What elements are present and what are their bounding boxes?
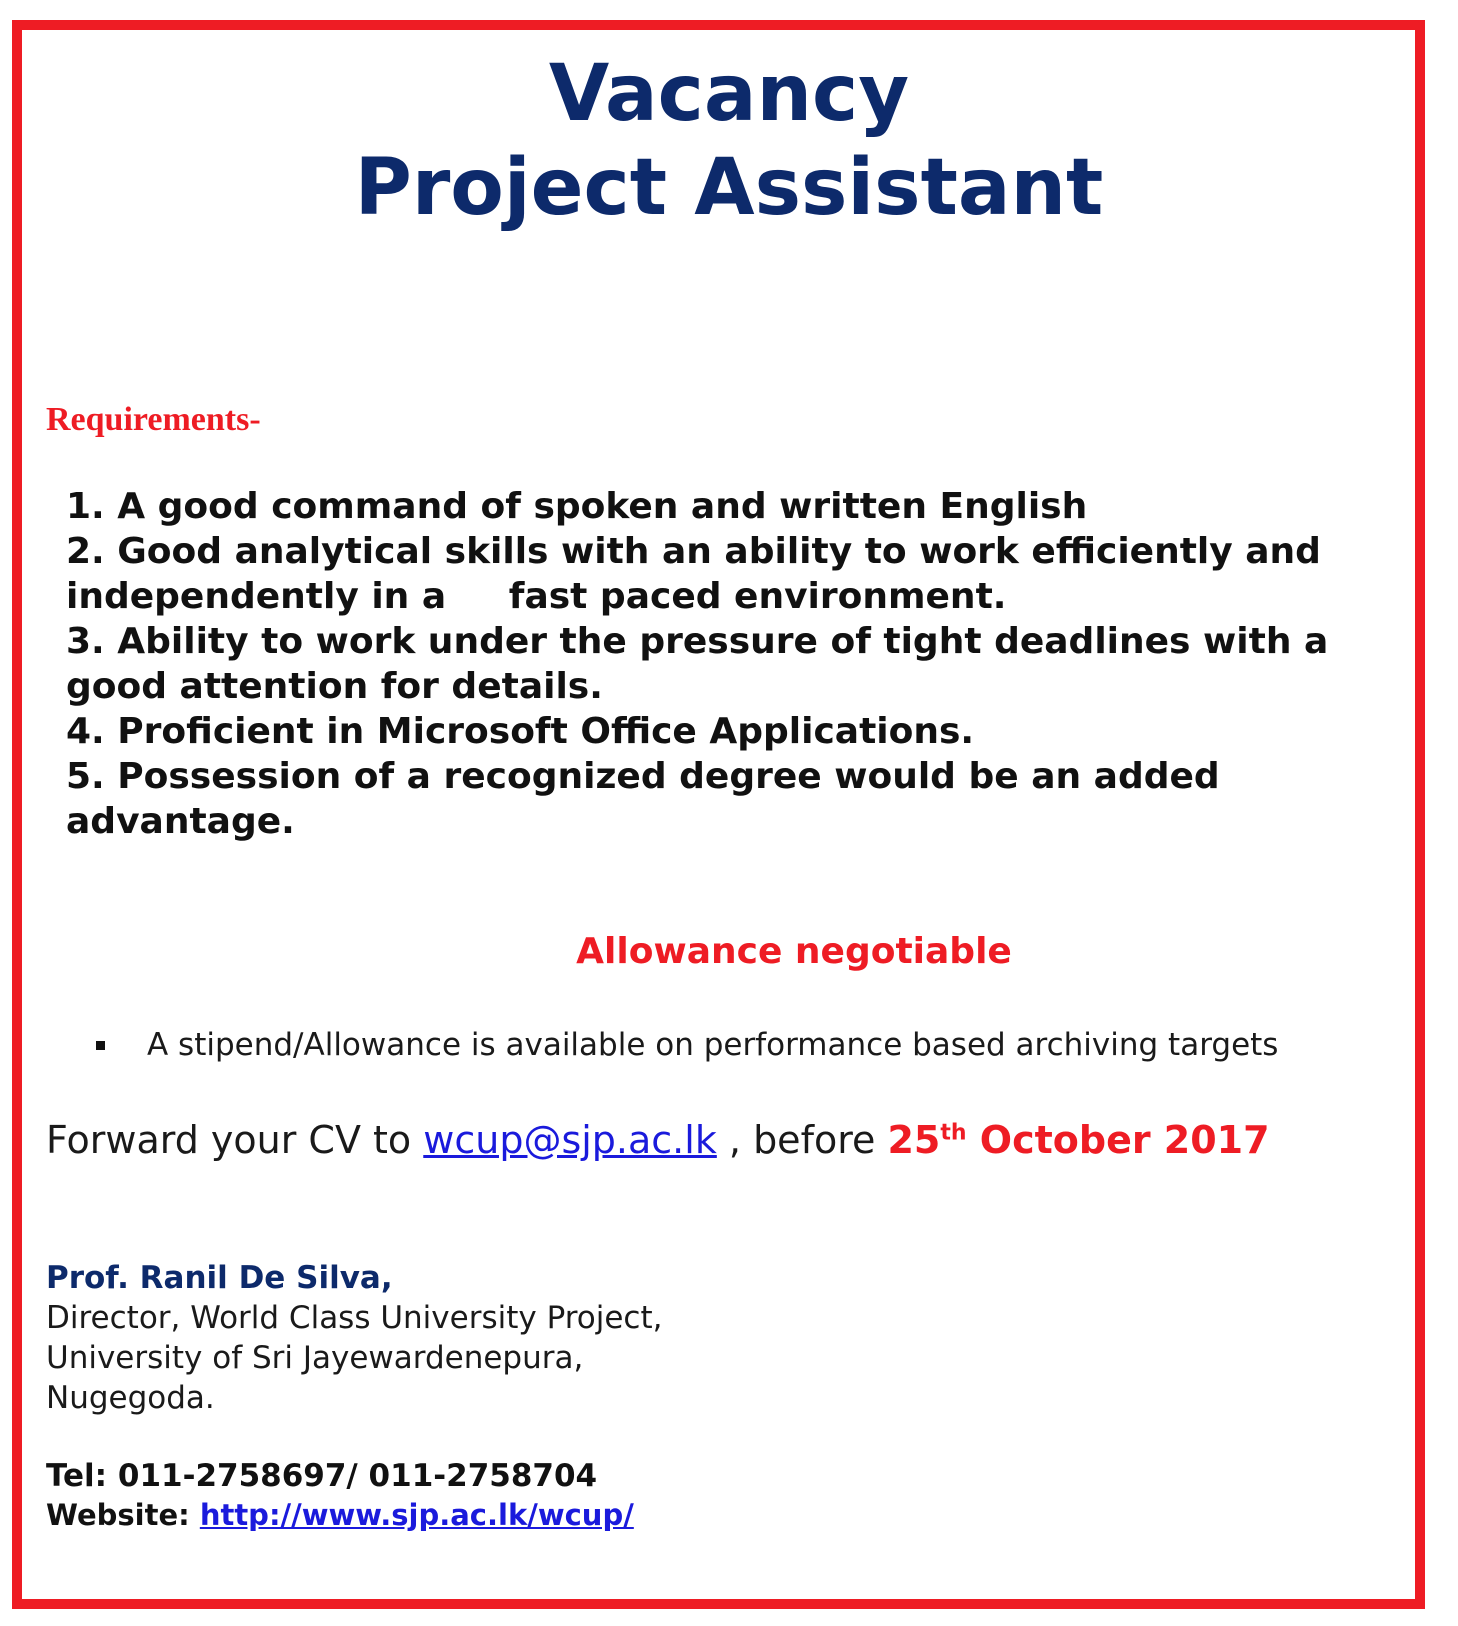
contact-name: Prof. Ranil De Silva, bbox=[46, 1260, 393, 1296]
requirement-item: 2. Good analytical skills with an ability to work efficiently and independently in a fast paced environment. bbox=[66, 531, 1334, 617]
square-bullet-icon bbox=[96, 1041, 105, 1050]
email-link[interactable]: wcup@sjp.ac.lk bbox=[423, 1118, 717, 1162]
forward-cv-line bbox=[46, 1116, 1270, 1164]
contact-block bbox=[46, 1258, 663, 1418]
forward-middle: , before bbox=[716, 1118, 888, 1162]
contact-institution: University of Sri Jayewardenepura, bbox=[46, 1340, 584, 1376]
allowance-bullet-text: A stipend/Allowance is available on performance based archiving targets bbox=[147, 1027, 1279, 1063]
requirement-item: 4. Proficient in Microsoft Office Applications. bbox=[66, 711, 975, 752]
website-link[interactable]: http://www.sjp.ac.lk/wcup/ bbox=[199, 1498, 634, 1532]
telephone-line: Tel: 011-2758697/ 011-2758704 bbox=[46, 1458, 598, 1494]
title-vacancy: Vacancy bbox=[548, 49, 910, 139]
website-line bbox=[46, 1496, 634, 1534]
deadline-rest: October 2017 bbox=[966, 1118, 1270, 1162]
deadline-day: 25 bbox=[887, 1118, 941, 1162]
forward-prefix: Forward your CV to bbox=[46, 1118, 424, 1162]
contact-title: Director, World Class University Project, bbox=[46, 1300, 663, 1336]
requirement-item: 1. A good command of spoken and written English bbox=[66, 486, 1088, 527]
requirements-heading: Requirements- bbox=[46, 401, 261, 438]
allowance-bullet bbox=[96, 1025, 1278, 1065]
deadline-suffix: th bbox=[940, 1120, 967, 1146]
requirements-list bbox=[66, 484, 1426, 844]
requirement-item: 3. Ability to work under the pressure of tight deadlines with a good attention for details. bbox=[66, 621, 1341, 707]
allowance-heading: Allowance negotiable bbox=[576, 931, 1012, 972]
website-label: Website: bbox=[46, 1498, 200, 1532]
deadline-date bbox=[887, 1118, 1269, 1162]
requirement-item: 5. Possession of a recognized degree would be an added advantage. bbox=[66, 756, 1233, 842]
contact-city: Nugegoda. bbox=[46, 1380, 215, 1416]
title-position: Project Assistant bbox=[354, 143, 1104, 233]
